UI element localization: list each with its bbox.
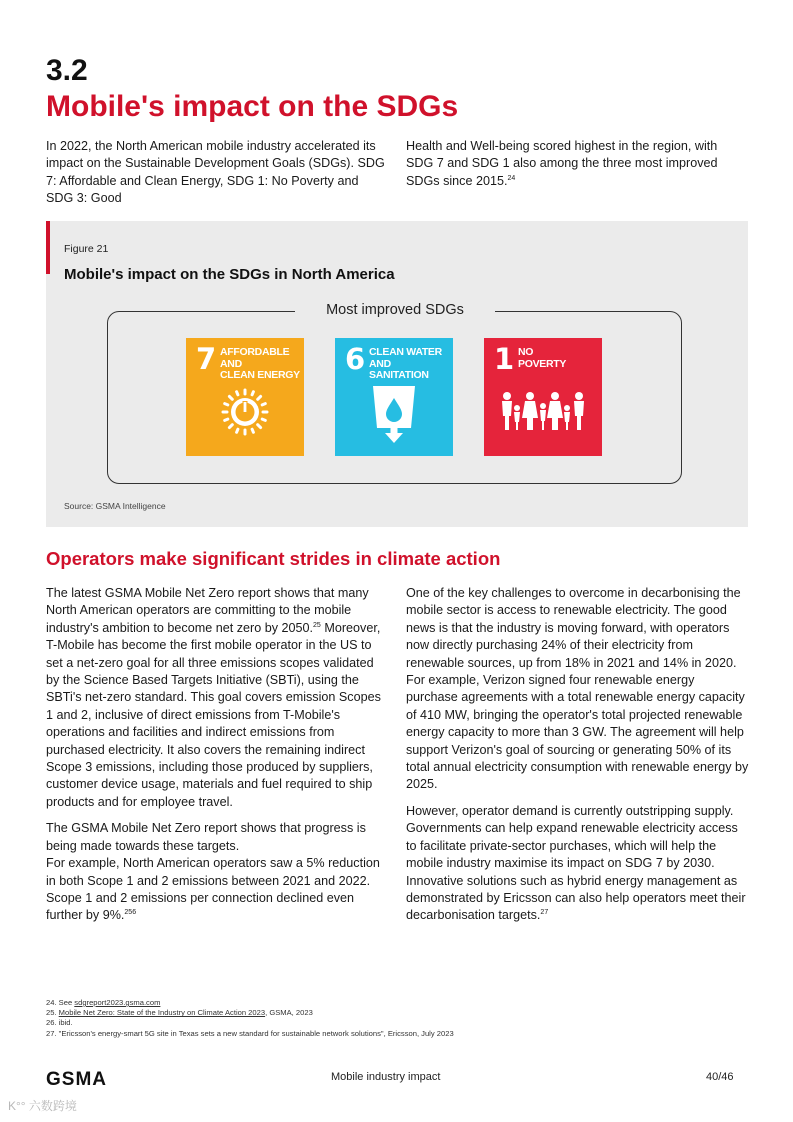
paragraph-text: Moreover, T-Mobile has become the first mobile operator in the US to set a net-zero goal for all three emissions scopes validated by the Science Based Targets Initiative (SBTi), using the SBTi's net-zero standard. This goal covers emission Scopes 1 and 2, inclusive of direct emissions from T-Mobile's operations and facilities and indirect emissions from purchased electricity. It also covers the remaining indirect Scope 3 emissions, including those produced by suppliers, customer device usage, materials and fuel required to ship products and for employee travel.: [46, 620, 381, 809]
right-paragraph-1: One of the key challenges to overcome in decarbonising the mobile sector is access to renewable electricity. The good news is that the industry is moving forward, with operators now directly purchasing 24% of their electricity from renewable sources, up from 18% in 2021 and 14% in 2020. For example, Verizon signed four renewable energy purchase agreements with a total renewable energy capacity of 410 MW, bringing the operator's total projected renewable energy capacity to more than 3 GW. The agreement will help support Verizon's goal of sourcing or generating 50% of its total annual electricity consumption with renewable energy by 2025.: [406, 586, 749, 792]
footer-section-title: Mobile industry impact: [331, 1071, 441, 1083]
right-column: [406, 585, 749, 934]
sdg-label-line1: CLEAN WATER: [369, 346, 442, 358]
footnote-ref: 256: [124, 909, 137, 917]
sun-power-icon: [186, 338, 304, 456]
intro-right-text: Health and Well-being scored highest in the region, with SDG 7 and SDG 1 also among the three most improved SDGs since 2015.: [406, 139, 718, 188]
footnote-24: [46, 998, 454, 1008]
paragraph-text: However, operator demand is currently outstripping supply. Governments can help expand renewable electricity access to facilitate private-sector purchases, which will help the mobile industry maximise its impact on SDG 7 by 2030. Innovative solutions such as hybrid energy management as demonstrated by Ericsson can also help operators meet their decarbonisation targets.: [406, 803, 746, 923]
sdg-tile-7: [186, 338, 304, 456]
figure-title: Mobile's impact on the SDGs in North America: [64, 266, 395, 283]
page-title: Mobile's impact on the SDGs: [46, 90, 459, 123]
footnotes: [46, 998, 454, 1039]
sdg-label-line1: AFFORDABLE AND: [220, 346, 290, 370]
section-number: 3.2: [46, 54, 88, 87]
left-column: [46, 585, 381, 934]
figure-source: Source: GSMA Intelligence: [64, 501, 166, 511]
intro-right: [406, 138, 746, 190]
footnote-text: , GSMA, 2023: [265, 1008, 313, 1018]
sdg-label-line2: POVERTY: [518, 357, 567, 370]
sdg-label-line1: NO: [518, 346, 534, 358]
paragraph-text: The GSMA Mobile Net Zero report shows that progress is being made towards these targets.: [46, 821, 366, 853]
footnote-link[interactable]: Mobile Net Zero: State of the Industry on Climate Action 2023: [58, 1008, 266, 1018]
sdg-tile-6: [335, 338, 453, 456]
footnote-25: [46, 1008, 454, 1018]
frame-title: Most improved SDGs: [295, 302, 495, 318]
right-paragraph-2: [406, 803, 749, 925]
footnote-link[interactable]: sdgreport2023.gsma.com: [74, 998, 161, 1007]
family-icon: [484, 338, 602, 456]
page-number: 40/46: [706, 1071, 734, 1083]
figure-accent-bar: [46, 221, 50, 274]
watermark: K°° 六数跨境: [8, 1099, 77, 1113]
paragraph-text: The latest GSMA Mobile Net Zero report shows that many North American operators are committing to the mobile industry's ambition to become net zero by 2050.: [46, 586, 369, 635]
paragraph-text: For example, North American operators saw a 5% reduction in both Scope 1 and 2 emissions between 2021 and 2022. Scope 1 and 2 emissions per connection declined even further by 9%.: [46, 856, 380, 923]
footnote-27: 27. "Ericsson's energy-smart 5G site in Texas sets a new standard for sustainable network solutions", Ericsson, July 2023: [46, 1028, 454, 1038]
footnote-ref: 27: [540, 909, 549, 917]
sdg-tile-1: [484, 338, 602, 456]
footnote-ref: 24: [507, 174, 516, 182]
footnote-text: 24. See: [46, 998, 75, 1007]
figure-label: Figure 21: [64, 243, 109, 255]
sdg-number: 1: [494, 342, 515, 376]
intro-left: In 2022, the North American mobile industry accelerated its impact on the Sustainable Development Goals (SDGs). SDG 7: Affordable and Clean Energy, SDG 1: No Poverty and SDG 3: Good: [46, 139, 385, 206]
sdg-number: 6: [345, 342, 366, 376]
water-glass-icon: [335, 338, 453, 456]
gsma-logo: GSMA: [46, 1069, 107, 1090]
footnote-ref: 25: [313, 621, 321, 629]
left-paragraph-1: [46, 585, 381, 811]
footnote-text: 25.: [46, 1008, 59, 1018]
footnote-26: 26. ibid.: [46, 1018, 73, 1028]
sdg-label-line2: CLEAN ENERGY: [220, 369, 300, 381]
left-paragraph-2: [46, 820, 381, 924]
sdg-number: 7: [196, 342, 217, 376]
section-subheading: Operators make significant strides in climate action: [46, 548, 501, 569]
sdg-label-line2: AND SANITATION: [369, 357, 429, 381]
